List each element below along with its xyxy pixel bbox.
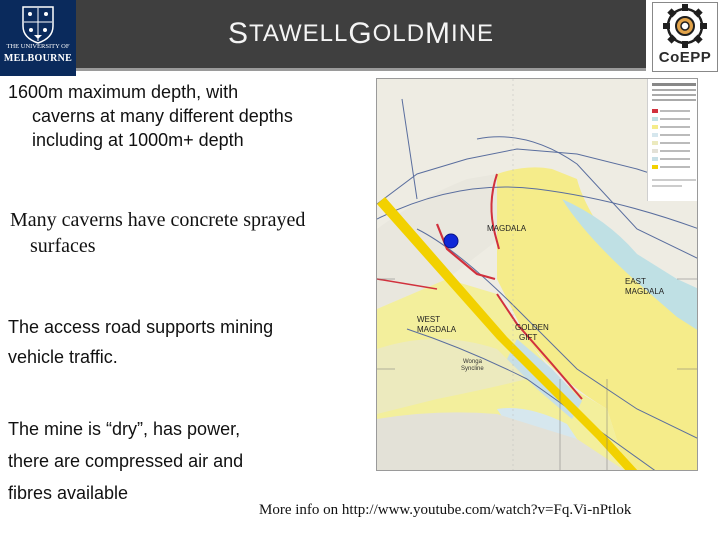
label-golden-gift: GIFT [519,333,538,342]
bullet-dry-mine-line-1: The mine is “dry”, has power, [8,419,241,439]
label-east-magdala: MAGDALA [625,287,665,296]
title-part-ine: INE [451,20,495,47]
bullet-dry-mine-line-3: fibres available [8,483,129,503]
coepp-logo [652,2,718,72]
university-crest-icon [20,4,56,44]
bullet-dry-mine-line-2: there are compressed air and [8,451,244,471]
bullet-depth-line-3: including at 1000m+ depth [32,130,244,150]
location-marker-icon [444,234,458,248]
bullet-dry-mine [8,413,368,509]
title-part-old: OLD [372,20,426,47]
coepp-wordmark: CoEPP [658,49,712,66]
mine-cross-section-diagram [376,78,698,471]
logo-line-melbourne: MELBOURNE [3,52,73,64]
university-of-melbourne-logo [0,0,76,76]
logo-line-1: THE UNIVERSITY OF [6,43,70,50]
label-west: WEST [417,315,441,324]
bullet-concrete-line-1: Many caverns have concrete sprayed [10,209,306,231]
label-wonga: Wonga [463,359,482,365]
title-letter-m: M [425,17,452,50]
bullet-depth-line-1: 1600m maximum depth, with [8,82,239,102]
bullet-concrete [10,207,370,259]
title-part-tawell: TAWELL [248,20,349,47]
label-east: EAST [625,277,646,286]
bullet-access-road [8,312,368,372]
title-banner-shadow [76,68,646,71]
coepp-gear-icon [653,3,717,51]
diagram-legend [647,79,698,201]
label-syncline: Syncline [461,366,484,372]
label-magdala: MAGDALA [487,224,527,233]
more-info-link[interactable]: More info on http://www.youtube.com/watch?v=Fq.Vi-nPtlok [259,502,632,518]
legend-swatches [648,79,698,201]
title-letter-g: G [348,17,373,50]
slide-title [76,0,646,68]
bullet-depth-line-2: caverns at many different depths [32,106,293,126]
bullet-concrete-line-2: surfaces [30,235,96,257]
label-west-magdala: MAGDALA [417,325,457,334]
university-wordmark [2,44,74,64]
title-letter-s: S [227,17,249,50]
label-golden: GOLDEN [515,323,549,332]
bullet-depth [8,80,368,152]
bullet-access-road-line-1: The access road supports mining [8,317,274,337]
bullet-access-road-line-2: vehicle traffic. [8,347,118,367]
